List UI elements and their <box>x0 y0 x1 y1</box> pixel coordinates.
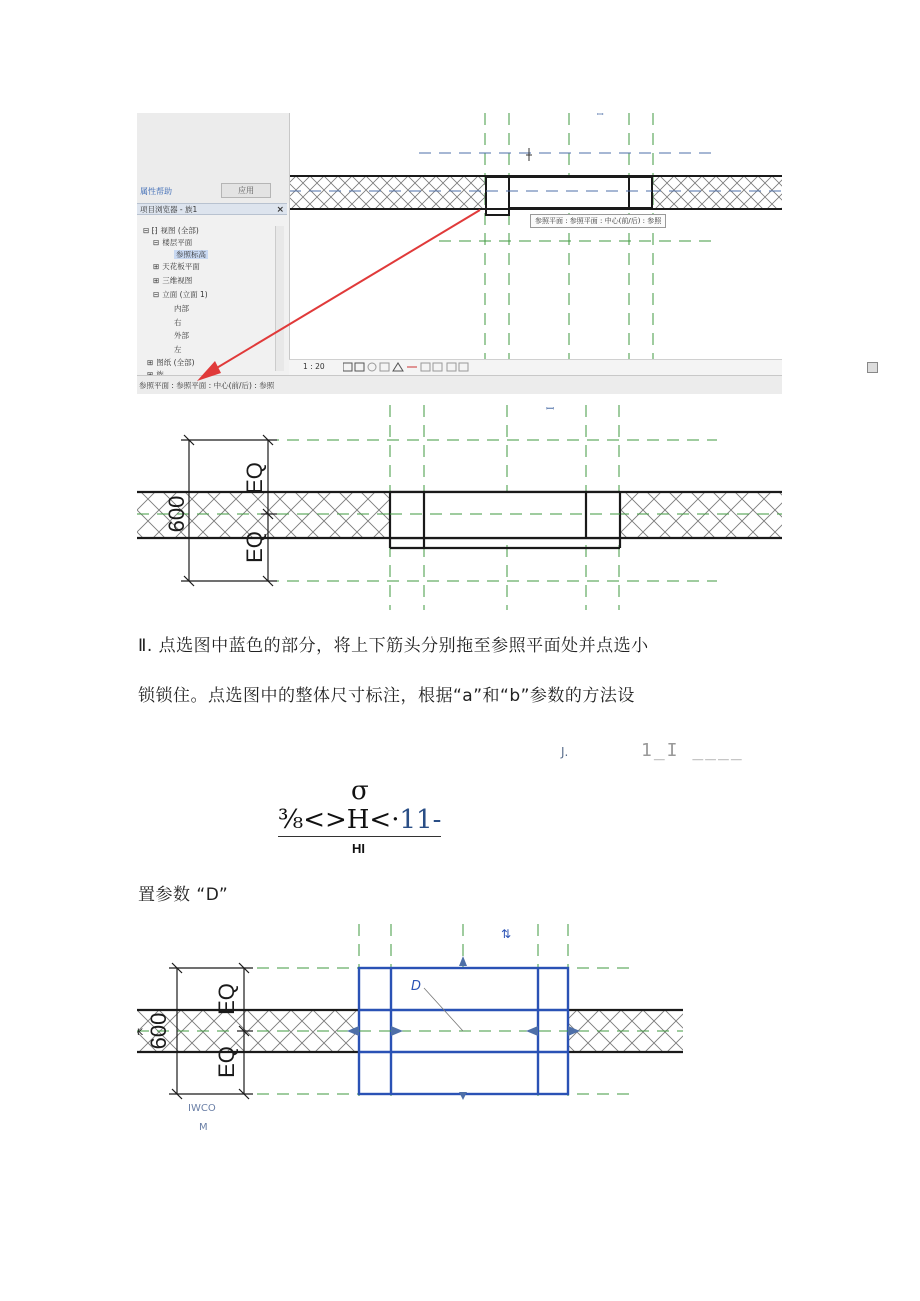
k-mark: K <box>137 1028 143 1038</box>
formula <box>278 805 441 837</box>
formula-left: ³⁄₈<>H<· <box>278 805 400 835</box>
tree-item-label: 三维视图 <box>162 276 193 285</box>
drawing3-top-marker: ⇅ <box>501 927 512 941</box>
watermark-line1: IWCO <box>188 1103 216 1114</box>
scroll-right-button[interactable] <box>867 362 878 373</box>
j-mark: J. <box>561 745 569 759</box>
paragraph1-line2: 锁锁住。点选图中的整体尺寸标注，根据“a”和“b”参数的方法设 <box>138 686 635 706</box>
properties-help-link[interactable]: 属性帮助 <box>140 187 172 196</box>
noise-marks: 1_I ____ <box>641 740 744 761</box>
dimension-600-label: 600 <box>164 495 189 533</box>
eq-top-label: EQ <box>242 462 267 494</box>
tree-item-label: 立面 (立面 1) <box>162 290 208 299</box>
tree-expander-icon[interactable]: ⊞ <box>153 276 160 285</box>
tree-item-label: 右 <box>174 318 182 327</box>
drawing-dimension-600 <box>137 400 782 610</box>
tree-expander-icon[interactable]: ⊟ <box>153 290 160 299</box>
tree-expander-icon[interactable]: ⊟ <box>153 238 160 247</box>
revit-screenshot <box>137 110 782 394</box>
eq-bottom-label-2: EQ <box>214 1046 239 1078</box>
tree-item-label: 参照标高 <box>176 250 206 259</box>
scale-label[interactable]: 1 : 20 <box>303 362 325 371</box>
dimension-600-label-2: 600 <box>146 1012 171 1050</box>
formula-sigma: σ <box>351 776 369 806</box>
tooltip: 参照平面 : 参照平面 : 中心(前/后) : 参照 <box>530 214 666 228</box>
tree-item-label: 左 <box>174 345 182 354</box>
eq-bottom-label: EQ <box>242 531 267 563</box>
drawing-selected-opening <box>137 922 697 1102</box>
formula-right: 11- <box>399 805 442 835</box>
drawing2-top-marker: ꟷ <box>546 404 555 415</box>
close-icon[interactable]: × <box>276 205 284 215</box>
paragraph2: 置参数 “D” <box>138 885 229 905</box>
tree-expander-icon[interactable]: ⊟ ⁅⁆ <box>143 226 158 235</box>
opening-param-label: D <box>411 979 422 994</box>
formula-subscript: HI <box>352 841 365 856</box>
tree-expander-icon[interactable]: ⊞ <box>153 262 160 271</box>
top-marker: ꟷ <box>597 110 604 119</box>
eq-top-label-2: EQ <box>214 983 239 1015</box>
tree-item-label: 天花板平面 <box>162 262 200 271</box>
tree-item-label: 视图 (全部) <box>160 226 199 235</box>
apply-button[interactable]: 应用 <box>221 183 271 198</box>
tree-item-label: 外部 <box>174 331 189 340</box>
watermark-line2: M <box>199 1122 208 1133</box>
tree-item-label: 内部 <box>174 304 189 313</box>
status-bar: 参照平面 : 参照平面 : 中心(前/后) : 参照 <box>137 375 782 394</box>
tree-item-label: 图纸 (全部) <box>156 358 195 367</box>
tree-item-label: 楼层平面 <box>162 238 193 247</box>
project-browser-title: 项目浏览器 - 族1 <box>140 205 198 214</box>
red-arrow <box>137 113 782 394</box>
tree-expander-icon[interactable]: ⊞ <box>147 358 154 367</box>
paragraph1-line1: Ⅱ. 点选图中蓝色的部分，将上下筋头分别拖至参照平面处并点选小 <box>138 636 649 656</box>
